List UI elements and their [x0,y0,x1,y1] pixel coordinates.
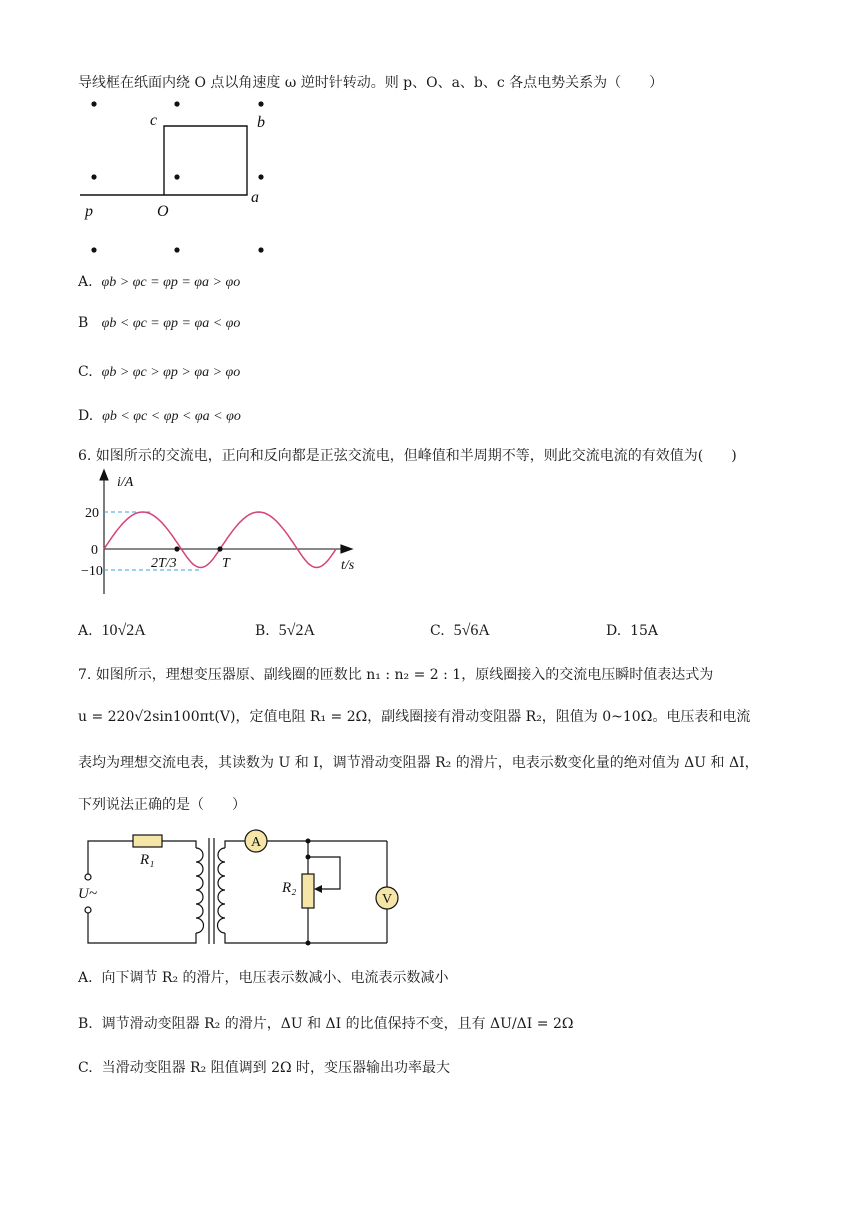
field-dot [91,247,96,252]
label-p: p [85,203,93,220]
resistor-r2 [302,874,314,908]
q7-circuit-figure [75,828,405,953]
q6-stem: 6. 如图所示的交流电，正向和反向都是正弦交流电，但峰值和半周期不等，则此交流电流的有效值为( ) [78,448,737,464]
field-dot [91,174,96,179]
q7-stem-line3: 表均为理想交流电表，其读数为 U 和 I，调节滑动变阻器 R₂ 的滑片，电表示数变化量的绝对值为 ΔU 和 ΔI， [78,755,759,771]
field-dot [258,101,263,106]
q7-option-a[interactable]: A. 向下调节 R₂ 的滑片，电压表示数减小、电流表示数减小 [78,970,449,986]
x-tick-t: T [222,556,230,571]
zero-crossing-point [217,546,222,551]
primary-bottom-wire [88,912,196,943]
field-dot [258,174,263,179]
primary-top-wire-right [162,841,196,848]
q6-current-chart [75,466,365,606]
q5-option-c[interactable]: C. φb > φc > φp > φa > φo [78,364,241,380]
primary-coil [196,848,204,933]
x-axis-arrow [341,545,352,553]
q5-figure [75,95,295,260]
y-tick-neg10: −10 [81,564,103,579]
field-dot [91,101,96,106]
junction-dot [306,855,311,860]
q5-option-d[interactable]: D. φb < φc < φp < φa < φo [78,408,241,424]
y-tick-0: 0 [91,543,98,558]
slider-arrow-icon [314,885,322,893]
primary-top-wire [88,841,133,875]
junction-dot [306,941,311,946]
zero-crossing-point [174,546,179,551]
input-terminal [85,907,91,913]
field-dot [174,247,179,252]
input-terminal [85,874,91,880]
label-u: U~ [78,886,97,902]
label-b: b [257,114,265,131]
q5-option-b[interactable]: B φb < φc = φp = φa < φo [78,315,241,331]
q6-option-d[interactable]: D. 15A [606,623,659,639]
q5-option-a[interactable]: A. φb > φc = φp = φa > φo [78,274,241,290]
y-axis-label: i/A [117,475,134,490]
label-c: c [150,112,158,129]
secondary-top-wire [225,841,245,848]
label-r2: R₂ [282,880,297,896]
q7-stem-line4: 下列说法正确的是（ ） [78,797,246,813]
q5-stem: 导线框在纸面内绕 O 点以角速度 ω 逆时针转动。则 p、O、a、b、c 各点电势关系为（ ） [78,75,664,91]
field-dot [258,247,263,252]
wire-frame [164,126,247,195]
q7-stem-line2: u = 220√2sin100πt(V)，定值电阻 R₁ = 2Ω，副线圈接有滑动变阻器 R₂，阻值为 0~10Ω。电压表和电流 [78,709,751,725]
x-tick-2t3: 2T/3 [151,556,177,571]
ammeter-label: A [251,835,262,850]
label-a: a [251,189,259,206]
voltmeter-label: V [382,892,393,907]
secondary-coil [218,848,225,933]
q6-option-a[interactable]: A. 10√2A [78,622,146,639]
resistor-r1 [133,835,162,847]
q6-option-c[interactable]: C. 5√6A [430,622,490,639]
x-axis-label: t/s [341,558,355,573]
q7-option-c[interactable]: C. 当滑动变阻器 R₂ 阻值调到 2Ω 时，变压器输出功率最大 [78,1060,451,1076]
q7-stem-line1: 7. 如图所示，理想变压器原、副线圈的匝数比 n₁ : n₂ = 2 : 1，原线圈接入的交流电压瞬时值表达式为 [78,667,714,683]
junction-dot [306,839,311,844]
label-o: O [157,203,169,220]
field-dot [174,174,179,179]
current-series-line [104,512,336,568]
q6-option-b[interactable]: B. 5√2A [255,622,315,639]
field-dot [174,101,179,106]
y-tick-20: 20 [85,506,99,521]
y-axis-arrow [100,470,108,480]
q7-option-b[interactable]: B. 调节滑动变阻器 R₂ 的滑片，ΔU 和 ΔI 的比值保持不变，且有 ΔU/ΔI = 2Ω [78,1016,574,1032]
label-r1: R₁ [140,852,155,868]
